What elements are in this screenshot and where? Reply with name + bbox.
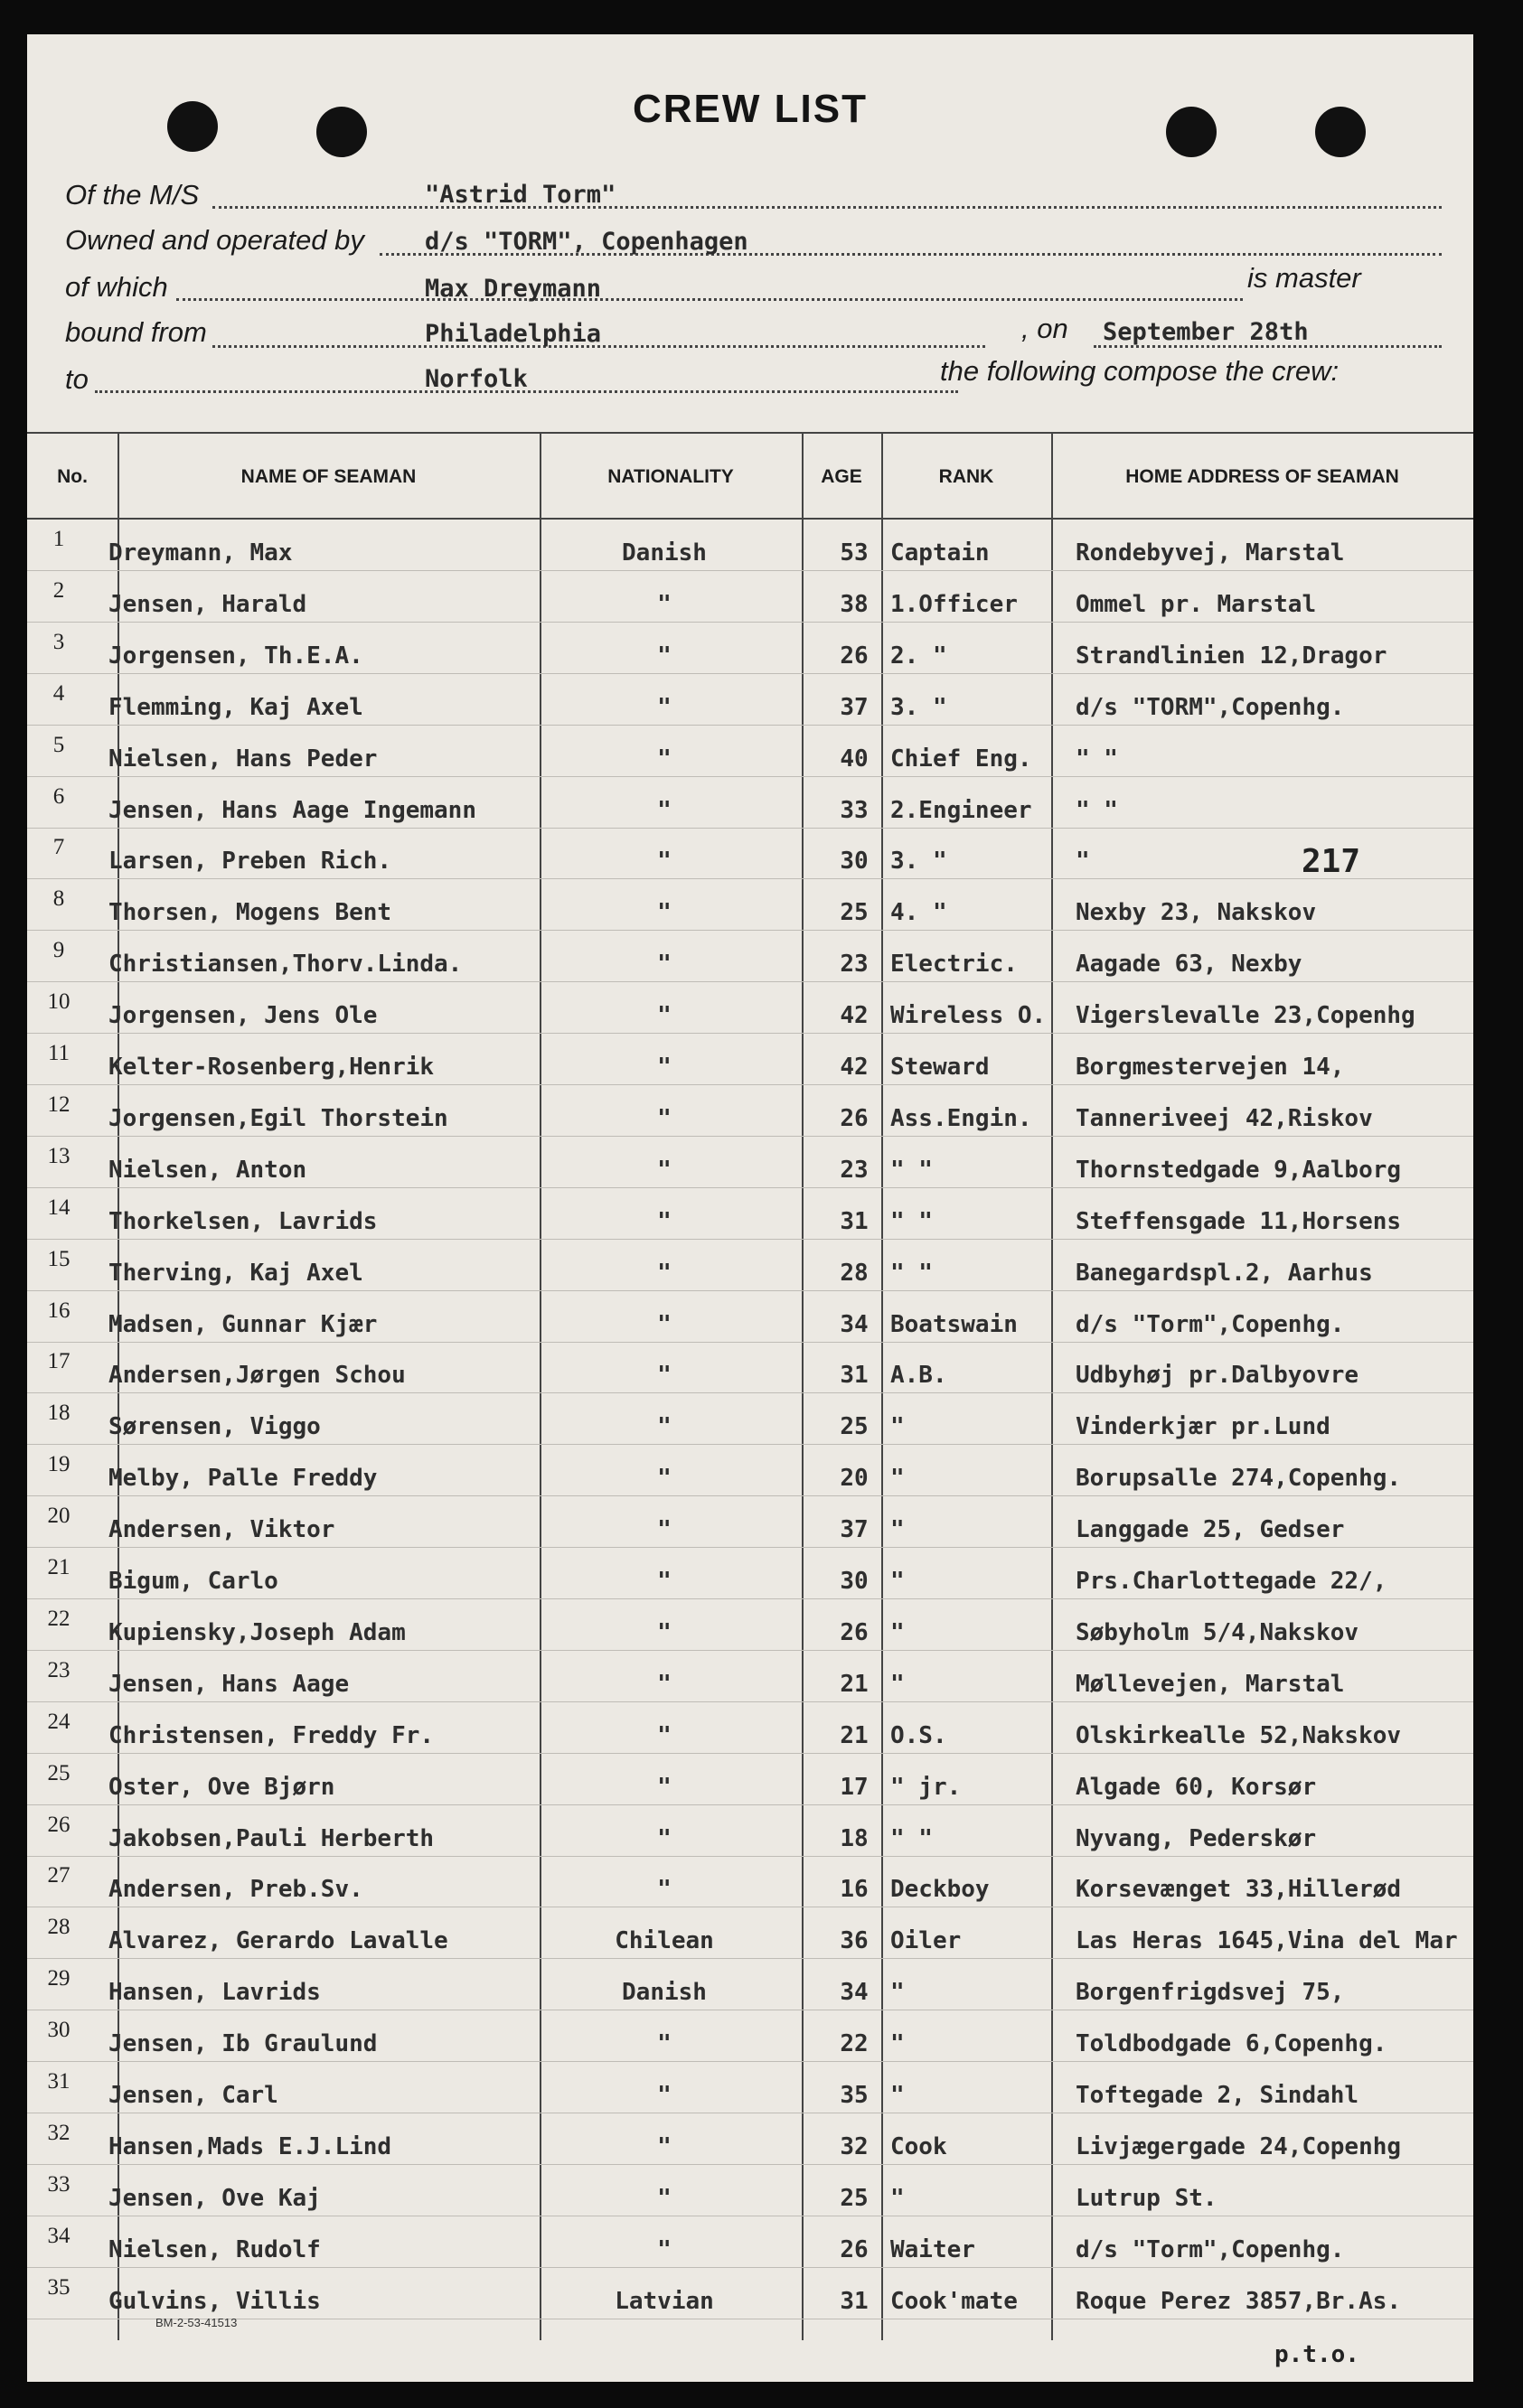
nationality: Danish (622, 539, 707, 567)
nationality: " (657, 1773, 672, 1801)
handwritten-mark: 217 (1302, 843, 1361, 880)
of-which-label: of which (65, 271, 168, 303)
rank: Chief Eng. (890, 745, 1032, 773)
row-number: 17 (47, 1349, 71, 1374)
rank: " (890, 1516, 905, 1544)
seaman-name: Therving, Kaj Axel (108, 1259, 363, 1287)
rank: 4. " (890, 899, 947, 927)
rank: O.S. (890, 1721, 947, 1749)
nationality: Chilean (615, 1927, 714, 1955)
table-row (27, 1496, 1473, 1548)
age: 30 (840, 848, 869, 876)
rank: Cook'mate (890, 2287, 1018, 2315)
table-row (27, 1702, 1473, 1754)
age: 26 (840, 2235, 869, 2263)
from-port: Philadelphia (425, 320, 602, 348)
col-header-address: HOME ADDRESS OF SEAMAN (1125, 465, 1399, 487)
age: 31 (840, 1362, 869, 1390)
rank: " (890, 1979, 905, 2007)
rank: " (890, 1568, 905, 1595)
rank: 2.Engineer (890, 796, 1032, 824)
rank: 1.Officer (890, 590, 1018, 618)
home-address: Thornstedgade 9,Aalborg (1076, 1156, 1402, 1184)
master-name: Max Dreymann (425, 275, 602, 303)
row-number: 1 (52, 527, 65, 551)
bound-from-label: bound from (65, 316, 207, 348)
nationality: " (657, 1876, 672, 1904)
table-row (27, 1445, 1473, 1496)
seaman-name: Jorgensen, Th.E.A. (108, 642, 363, 670)
master-line (176, 298, 1243, 301)
nationality: " (657, 642, 672, 670)
is-master-label: is master (1247, 262, 1361, 294)
rank: " (890, 1618, 905, 1646)
age: 28 (840, 1259, 869, 1287)
rank: Waiter (890, 2235, 975, 2263)
row-number: 2 (52, 577, 65, 603)
home-address: d/s "Torm",Copenhg. (1076, 1310, 1345, 1338)
col-header-rank: RANK (938, 465, 994, 487)
age: 26 (840, 642, 869, 670)
age: 21 (840, 1721, 869, 1749)
home-address: Nyvang, Pederskør (1076, 1824, 1317, 1852)
rank: 3. " (890, 693, 947, 721)
home-address: Korsevænget 33,Hillerød (1076, 1876, 1402, 1904)
seaman-name: Oster, Ove Bjørn (108, 1773, 335, 1801)
age: 18 (840, 1824, 869, 1852)
home-address: Søbyholm 5/4,Nakskov (1076, 1618, 1359, 1646)
seaman-name: Hansen,Mads E.J.Lind (108, 2132, 392, 2160)
rank: " (890, 2184, 905, 2212)
pto-note: p.t.o. (1274, 2341, 1359, 2368)
nationality: " (657, 2235, 672, 2263)
home-address: Borgmestervejen 14, (1076, 1054, 1345, 1081)
voyage-date: September 28th (1103, 318, 1309, 346)
table-row (27, 1240, 1473, 1291)
age: 38 (840, 590, 869, 618)
table-row (27, 1188, 1473, 1240)
nationality: " (657, 796, 672, 824)
age: 25 (840, 2184, 869, 2212)
nationality: " (657, 1156, 672, 1184)
age: 37 (840, 1516, 869, 1544)
nationality: " (657, 1310, 672, 1338)
compose-label: the following compose the crew: (940, 355, 1340, 387)
row-number: 9 (52, 938, 65, 963)
col-header-name: NAME OF SEAMAN (240, 465, 417, 487)
home-address: Nexby 23, Nakskov (1076, 899, 1317, 927)
table-row (27, 1856, 1473, 1907)
row-number: 5 (52, 732, 65, 757)
crew-list-form (27, 34, 1473, 2382)
rank: " " (890, 1259, 933, 1287)
seaman-name: Madsen, Gunnar Kjær (108, 1310, 378, 1338)
rank: 3. " (890, 848, 947, 876)
vessel-name: "Astrid Torm" (425, 181, 616, 209)
seaman-name: Christensen, Freddy Fr. (108, 1721, 435, 1749)
row-number: 16 (47, 1298, 71, 1323)
age: 42 (840, 1054, 869, 1081)
col-header-age: AGE (821, 465, 862, 487)
home-address: Lutrup St. (1076, 2184, 1217, 2212)
of-the-label: Of the M/S (65, 179, 200, 211)
seaman-name: Thorkelsen, Lavrids (108, 1207, 378, 1235)
row-number: 14 (47, 1195, 71, 1220)
home-address: Ommel pr. Marstal (1076, 590, 1317, 618)
row-number: 25 (47, 1760, 71, 1785)
seaman-name: Melby, Palle Freddy (108, 1465, 378, 1493)
row-number: 22 (47, 1606, 71, 1631)
row-number: 15 (47, 1246, 71, 1271)
nationality: " (657, 2132, 672, 2160)
table-row (27, 1651, 1473, 1702)
nationality: Danish (622, 1979, 707, 2007)
home-address: " " (1076, 796, 1118, 824)
table-row (27, 1907, 1473, 1959)
seaman-name: Hansen, Lavrids (108, 1979, 321, 2007)
seaman-name: Jorgensen,Egil Thorstein (108, 1104, 448, 1132)
age: 22 (840, 2030, 869, 2058)
row-number: 31 (47, 2069, 71, 2094)
nationality: " (657, 1568, 672, 1595)
rank: A.B. (890, 1362, 947, 1390)
table-row (27, 931, 1473, 982)
age: 31 (840, 2287, 869, 2315)
age: 31 (840, 1207, 869, 1235)
table-row (27, 1959, 1473, 2010)
row-number: 27 (47, 1863, 71, 1888)
row-number: 34 (47, 2223, 71, 2248)
nationality: " (657, 590, 672, 618)
row-number: 29 (47, 1966, 71, 1991)
table-row (27, 828, 1473, 879)
home-address: Steffensgade 11,Horsens (1076, 1207, 1402, 1235)
home-address: Borupsalle 274,Copenhg. (1076, 1465, 1402, 1493)
home-address: Algade 60, Korsør (1076, 1773, 1317, 1801)
home-address: Roque Perez 3857,Br.As. (1076, 2287, 1402, 2315)
nationality: " (657, 848, 672, 876)
nationality: " (657, 693, 672, 721)
rank: Oiler (890, 1927, 962, 1955)
nationality: " (657, 2082, 672, 2109)
home-address: Olskirkealle 52,Nakskov (1076, 1721, 1402, 1749)
nationality: " (657, 1207, 672, 1235)
seaman-name: Nielsen, Hans Peder (108, 745, 378, 773)
rank: " jr. (890, 1773, 962, 1801)
row-number: 12 (47, 1092, 71, 1117)
age: 26 (840, 1618, 869, 1646)
home-address: Vigerslevalle 23,Copenhg (1076, 1002, 1415, 1030)
age: 30 (840, 1568, 869, 1595)
rank: Steward (890, 1054, 990, 1081)
nationality: " (657, 1413, 672, 1441)
seaman-name: Andersen, Viktor (108, 1516, 335, 1544)
row-number: 19 (47, 1452, 71, 1477)
col-header-nationality: NATIONALITY (607, 465, 734, 487)
home-address: Aagade 63, Nexby (1076, 951, 1302, 979)
nationality: " (657, 951, 672, 979)
row-number: 23 (47, 1657, 71, 1682)
age: 36 (840, 1927, 869, 1955)
seaman-name: Larsen, Preben Rich. (108, 848, 392, 876)
table-row (27, 2010, 1473, 2062)
rank: " (890, 1670, 905, 1698)
nationality: " (657, 2184, 672, 2212)
age: 42 (840, 1002, 869, 1030)
row-number: 35 (47, 2274, 71, 2300)
row-number: 18 (47, 1401, 71, 1426)
owned-label: Owned and operated by (65, 224, 364, 256)
age: 17 (840, 1773, 869, 1801)
age: 37 (840, 693, 869, 721)
table-row (27, 2165, 1473, 2216)
age: 53 (840, 539, 869, 567)
table-row (27, 879, 1473, 931)
table-row (27, 674, 1473, 726)
table-row (27, 2268, 1473, 2319)
nationality: " (657, 1362, 672, 1390)
age: 25 (840, 899, 869, 927)
home-address: Livjægergade 24,Copenhg (1076, 2132, 1402, 2160)
row-number: 10 (47, 989, 71, 1015)
row-number: 28 (47, 1915, 71, 1940)
nationality: " (657, 1824, 672, 1852)
row-number: 7 (52, 835, 65, 860)
rank: " " (890, 1156, 933, 1184)
form-code: BM-2-53-41513 (155, 2316, 238, 2329)
seaman-name: Jakobsen,Pauli Herberth (108, 1824, 435, 1852)
age: 25 (840, 1413, 869, 1441)
rank: " (890, 2082, 905, 2109)
row-number: 6 (52, 783, 65, 809)
home-address: d/s "TORM",Copenhg. (1076, 693, 1345, 721)
col-header-no: No. (57, 465, 88, 487)
seaman-name: Jensen, Carl (108, 2082, 278, 2109)
table-row (27, 1342, 1473, 1393)
to-port: Norfolk (425, 365, 528, 393)
table-row (27, 623, 1473, 674)
rank: Captain (890, 539, 990, 567)
seaman-name: Kelter-Rosenberg,Henrik (108, 1054, 435, 1081)
nationality: " (657, 1618, 672, 1646)
seaman-name: Andersen, Preb.Sv. (108, 1876, 363, 1904)
home-address: Las Heras 1645,Vina del Mar (1076, 1927, 1458, 1955)
age: 35 (840, 2082, 869, 2109)
rank: Deckboy (890, 1876, 990, 1904)
seaman-name: Sørensen, Viggo (108, 1413, 321, 1441)
rank: " (890, 2030, 905, 2058)
nationality: " (657, 745, 672, 773)
home-address: Tanneriveej 42,Riskov (1076, 1104, 1373, 1132)
row-number: 4 (52, 680, 65, 706)
rank: Electric. (890, 951, 1018, 979)
home-address: Toftegade 2, Sindahl (1076, 2082, 1359, 2109)
on-label: , on (1021, 313, 1068, 344)
table-row (27, 1805, 1473, 1857)
vessel-line (212, 206, 1442, 209)
home-address: " " (1076, 745, 1118, 773)
home-address: Prs.Charlottegade 22/, (1076, 1568, 1387, 1595)
owner-name: d/s "TORM", Copenhagen (425, 228, 748, 256)
table-row (27, 2113, 1473, 2165)
seaman-name: Nielsen, Rudolf (108, 2235, 321, 2263)
rank: " (890, 1465, 905, 1493)
seaman-name: Jensen, Hans Aage Ingemann (108, 796, 476, 824)
nationality: " (657, 1465, 672, 1493)
age: 32 (840, 2132, 869, 2160)
nationality: " (657, 1002, 672, 1030)
row-number: 11 (47, 1041, 71, 1065)
nationality: " (657, 1104, 672, 1132)
age: 23 (840, 1156, 869, 1184)
age: 26 (840, 1104, 869, 1132)
home-address: Toldbodgade 6,Copenhg. (1076, 2030, 1387, 2058)
age: 34 (840, 1979, 869, 2007)
table-row (27, 571, 1473, 623)
seaman-name: Jensen, Ib Graulund (108, 2030, 378, 2058)
table-row (27, 1754, 1473, 1805)
row-number: 33 (47, 2171, 71, 2197)
table-row (27, 1548, 1473, 1599)
row-number: 30 (47, 2018, 71, 2043)
rank: Ass.Engin. (890, 1104, 1032, 1132)
rank: Boatswain (890, 1310, 1018, 1338)
age: 23 (840, 951, 869, 979)
seaman-name: Andersen,Jørgen Schou (108, 1362, 406, 1390)
rank: " (890, 1413, 905, 1441)
seaman-name: Alvarez, Gerardo Lavalle (108, 1927, 448, 1955)
home-address: d/s "Torm",Copenhg. (1076, 2235, 1345, 2263)
seaman-name: Christiansen,Thorv.Linda. (108, 951, 463, 979)
home-address: Rondebyvej, Marstal (1076, 539, 1345, 567)
seaman-name: Jensen, Hans Aage (108, 1670, 350, 1698)
form-title: CREW LIST (633, 87, 868, 131)
home-address: Langgade 25, Gedser (1076, 1516, 1345, 1544)
table-row (27, 777, 1473, 829)
rank: Wireless O. (890, 1002, 1047, 1030)
seaman-name: Jorgensen, Jens Ole (108, 1002, 378, 1030)
table-row (27, 2062, 1473, 2113)
row-number: 8 (52, 886, 65, 912)
nationality: " (657, 1670, 672, 1698)
table-row (27, 2216, 1473, 2268)
home-address: Strandlinien 12,Dragor (1076, 642, 1387, 670)
age: 21 (840, 1670, 869, 1698)
age: 34 (840, 1310, 869, 1338)
table-row (27, 520, 1473, 571)
row-number: 3 (52, 629, 65, 654)
row-number: 26 (47, 1812, 71, 1837)
seaman-name: Dreymann, Max (108, 539, 293, 567)
age: 40 (840, 745, 869, 773)
nationality: " (657, 1259, 672, 1287)
seaman-name: Nielsen, Anton (108, 1156, 307, 1184)
row-number: 20 (47, 1504, 71, 1529)
table-row (27, 1137, 1473, 1188)
home-address: Banegardspl.2, Aarhus (1076, 1259, 1373, 1287)
nationality: " (657, 1054, 672, 1081)
table-row (27, 1393, 1473, 1445)
home-address: Vinderkjær pr.Lund (1076, 1413, 1330, 1441)
to-label: to (65, 363, 89, 395)
rank: Cook (890, 2132, 947, 2160)
seaman-name: Thorsen, Mogens Bent (108, 899, 392, 927)
rank: 2. " (890, 642, 947, 670)
nationality: " (657, 899, 672, 927)
seaman-name: Flemming, Kaj Axel (108, 693, 363, 721)
seaman-name: Jensen, Harald (108, 590, 307, 618)
table-row (27, 726, 1473, 777)
row-number: 21 (47, 1555, 71, 1579)
row-number: 13 (47, 1143, 71, 1168)
seaman-name: Kupiensky,Joseph Adam (108, 1618, 406, 1646)
seaman-name: Gulvins, Villis (108, 2287, 321, 2315)
age: 33 (840, 796, 869, 824)
nationality: " (657, 1516, 672, 1544)
table-row (27, 982, 1473, 1034)
home-address: Borgenfrigdsvej 75, (1076, 1979, 1345, 2007)
age: 20 (840, 1465, 869, 1493)
table-row (27, 1034, 1473, 1085)
home-address: Møllevejen, Marstal (1076, 1670, 1345, 1698)
row-number: 24 (47, 1709, 71, 1734)
table-row (27, 1599, 1473, 1651)
nationality: Latvian (615, 2287, 714, 2315)
home-address: " (1076, 848, 1090, 876)
age: 16 (840, 1876, 869, 1904)
seaman-name: Jensen, Ove Kaj (108, 2184, 321, 2212)
home-address: Udbyhøj pr.Dalbyovre (1076, 1362, 1359, 1390)
rank: " " (890, 1824, 933, 1852)
seaman-name: Bigum, Carlo (108, 1568, 278, 1595)
table-row (27, 1085, 1473, 1137)
table-row (27, 1291, 1473, 1343)
row-number: 32 (47, 2120, 71, 2145)
rank: " " (890, 1207, 933, 1235)
nationality: " (657, 1721, 672, 1749)
nationality: " (657, 2030, 672, 2058)
